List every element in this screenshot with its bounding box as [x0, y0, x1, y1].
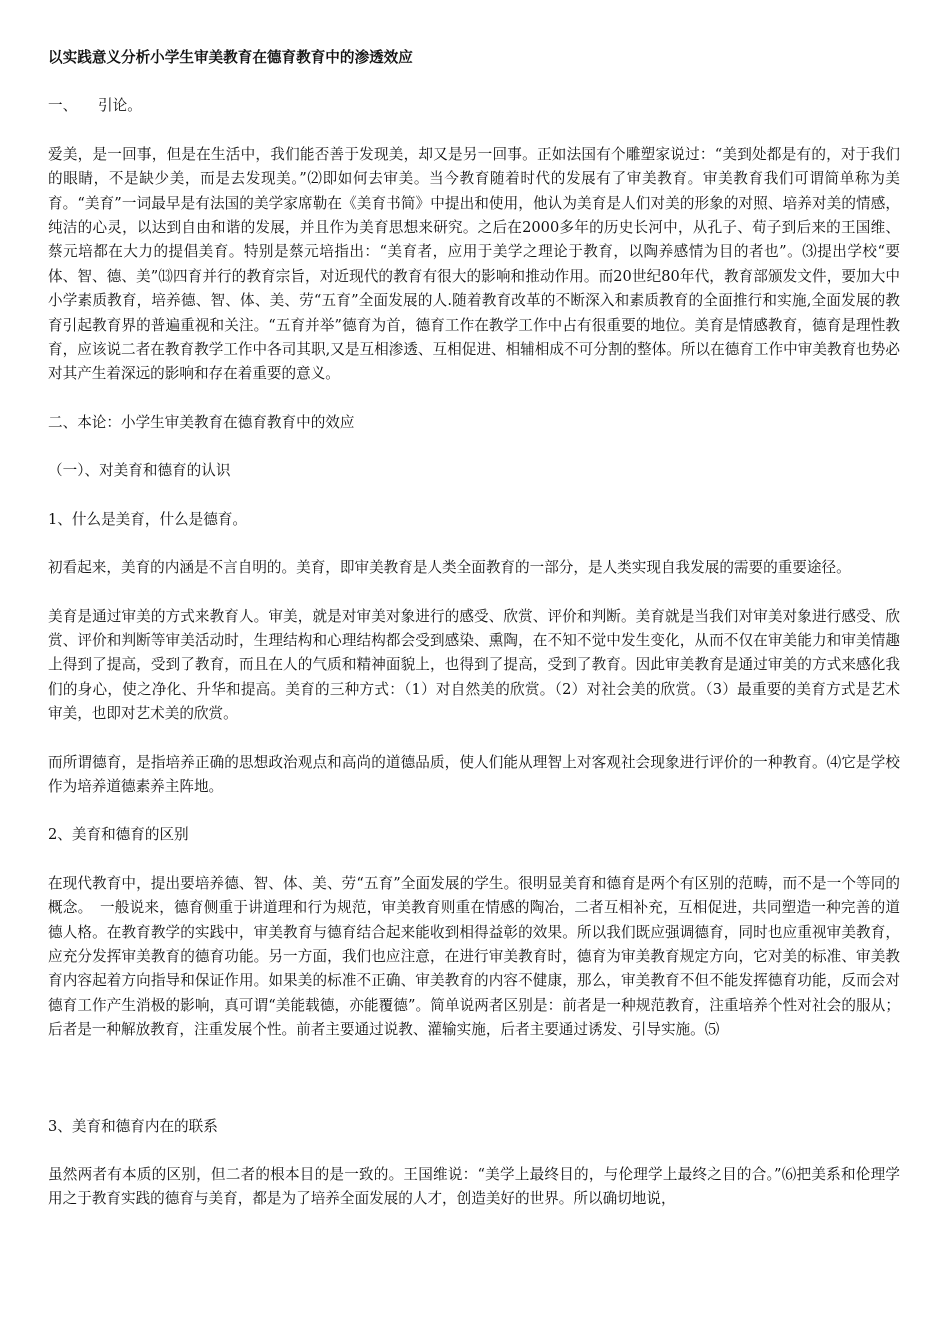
- paragraph-moral-education: 而所谓德育，是指培养正确的思想政治观点和高尚的道德品质，使人们能从理智上对客观社会现象进行评价的一种教育。⑷它是学校作为培养道德素养主阵地。: [48, 753, 900, 795]
- subsection-heading: （一）、对美育和德育的认识: [48, 462, 231, 480]
- item-heading-3: 3、美育和德育内在的联系: [48, 1117, 218, 1135]
- section-heading-intro: [48, 94, 900, 118]
- item-heading-1: 1、什么是美育，什么是德育。: [48, 510, 248, 528]
- section-number: 一、: [48, 97, 78, 115]
- document-title: 以实践意义分析小学生审美教育在德育教育中的渗透效应: [48, 49, 413, 66]
- section-title: 引论。: [98, 97, 142, 115]
- item-heading-2: 2、美育和德育的区别: [48, 826, 189, 844]
- document-page: [48, 46, 900, 1236]
- section-heading-body: 二、本论：小学生审美教育在德育教育中的效应: [48, 413, 355, 431]
- paragraph-aesthetic-education: 美育是通过审美的方式来教育人。审美，就是对审美对象进行的感受、欣赏、评价和判断。美育就是当我们对审美对象进行感受、欣赏、评价和判断等审美活动时，生理结构和心理结构都会受到感染、熏陶，在不知不觉中发生变化，从而不仅在审美能力和审美情趣上得到了提高，受到了教育，而且在人的气质和精神面貌上，也得到了提高，受到了教育。因此审美教育是通过审美的方式来感化我们的身心，使之净化、升华和提高。美育的三种方式：（1）对自然美的欣赏。（2）对社会美的欣赏。（3）最重要的美育方式是艺术审美，也即对艺术美的欣赏。: [48, 607, 900, 723]
- paragraph-definition: 初看起来，美育的内涵是不言自明的。美育，即审美教育是人类全面教育的一部分，是人类实现自我发展的需要的重要途径。: [48, 559, 851, 577]
- blank-space: [48, 1067, 900, 1115]
- intro-paragraph: 爱美，是一回事，但是在生活中，我们能否善于发现美，却又是另一回事。正如法国有个雕塑家说过：“美到处都是有的，对于我们的眼睛，不是缺少美，而是去发现美。”⑵即如何去审美。当今教育随着时代的发展有了审美教育。审美教育我们可谓简单称为美育。“美育”一词最早是有法国的美学家席勒在《美育书简》中提出和使用，他认为美育是人们对美的形象的对照、培养对美的情感，纯洁的心灵，以达到自由和谐的发展，并且作为美育思想来研究。之后在2000多年的历史长河中，从孔子、荀子到后来的王国维、蔡元培都在大力的提倡美育。特别是蔡元培指出：“美育者，应用于美学之理论于教育，以陶养感情为目的者也”。⑶提出学校“要体、智、德、美”⒀四育并行的教育宗旨，对近现代的教育有很大的影响和推动作用。而20世纪80年代，教育部颁发文件，要加大中小学素质教育，培养德、智、体、美、劳“五育”全面发展的人.随着教育改革的不断深入和素质教育的全面推行和实施,全面发展的教育引起教育界的普遍重视和关注。“五育并举”德育为首，德育工作在教学工作中占有很重要的地位。美育是情感教育，德育是理性教育，应该说二者在教育教学工作中各司其职,又是互相渗透、互相促进、相辅相成不可分割的整体。所以在德育工作中审美教育也势必对其产生着深远的影响和存在着重要的意义。: [48, 145, 900, 383]
- paragraph-differences: 在现代教育中，提出要培养德、智、体、美、劳“五育”全面发展的学生。很明显美育和德育是两个有区别的范畴，而不是一个等同的概念。 一般说来，德育侧重于讲道理和行为规范，审美教育则重在情感的陶冶，二者互相补充，互相促进，共同塑造一种完善的道德人格。在教育教学的实践中，审美教育与德育结合起来能收到相得益彰的效果。所以我们既应强调德育，同时也应重视审美教育，应充分发挥审美教育的德育功能。另一方面，我们也应注意，在进行审美教育时，德育为审美教育规定方向，它对美的标准、审美教育内容起着方向指导和保证作用。如果美的标准不正确、审美教育的内容不健康，那么，审美教育不但不能发挥德育功能，反而会对德育工作产生消极的影响，真可谓“美能载德，亦能覆德”。简单说两者区别是：前者是一种规范教育，注重培养个性对社会的服从；后者是一种解放教育，注重发展个性。前者主要通过说教、灌输实施，后者主要通过诱发、引导实施。⑸: [48, 874, 900, 1039]
- paragraph-connection: 虽然两者有本质的区别，但二者的根本目的是一致的。王国维说：“美学上最终目的，与伦理学上最终之目的合。”⑹把美系和伦理学用之于教育实践的德育与美育，都是为了培养全面发展的人才，创造美好的世界。所以确切地说，: [48, 1166, 900, 1208]
